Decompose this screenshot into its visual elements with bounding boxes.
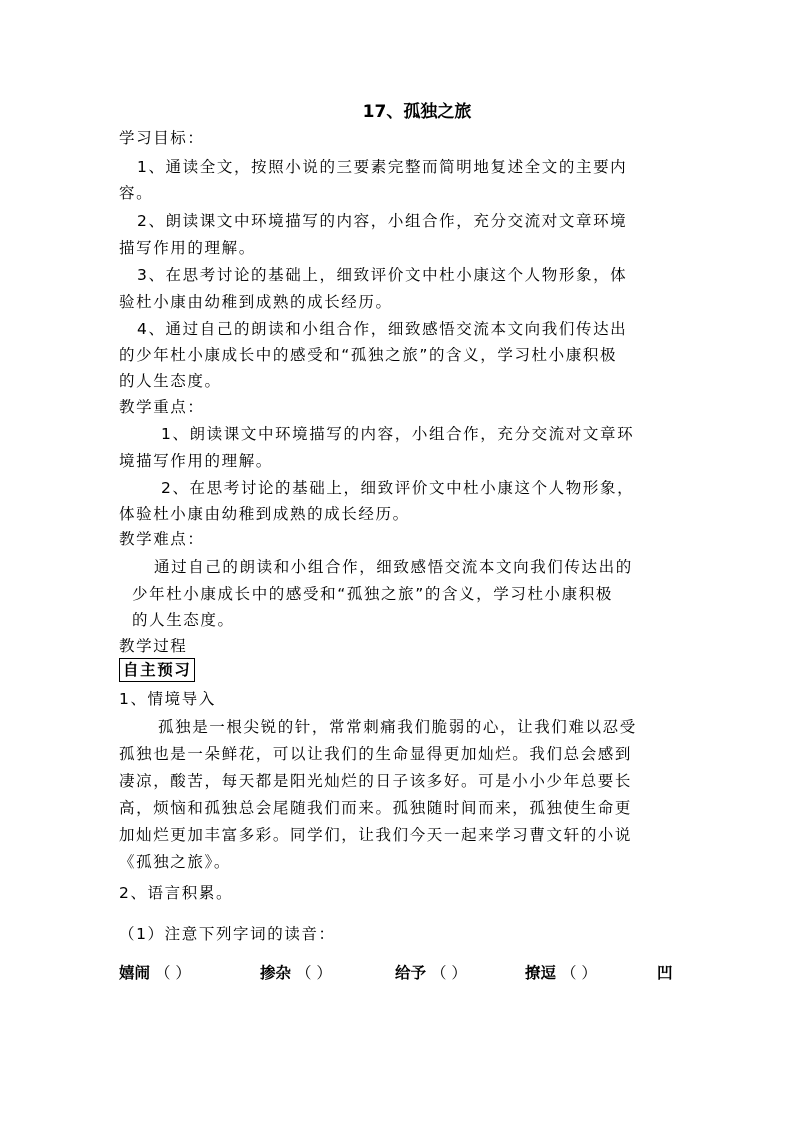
- intro-paragraph-line: 加灿烂更加丰富多彩。同学们，让我们今天一起来学习曹文轩的小说: [119, 826, 633, 844]
- process-heading: 教学过程: [119, 637, 188, 655]
- vocab-word: 撩逗: [525, 964, 557, 982]
- key-points-heading: 教学重点：: [119, 398, 205, 416]
- self-study-label: 自主预习: [119, 658, 195, 682]
- pronunciation-note: （1）注意下列字词的读音：: [119, 925, 336, 943]
- vocab-word: 嬉闹: [119, 964, 151, 982]
- key-point-line: 体验杜小康由幼稚到成熟的成长经历。: [119, 505, 410, 523]
- learning-goal-line: 的少年杜小康成长中的感受和“孤独之旅”的含义，学习杜小康积极: [119, 346, 618, 364]
- language-heading: 2、语言积累。: [119, 884, 234, 902]
- difficulty-line: 通过自己的朗读和小组合作，细致感悟交流本文向我们传达出的: [154, 558, 633, 576]
- vocab-blank: （ ）: [296, 964, 332, 982]
- learning-goal-line: 描写作用的理解。: [119, 239, 256, 257]
- intro-paragraph-line: 孤独是一根尖锐的针，常常刺痛我们脆弱的心，让我们难以忍受: [158, 718, 637, 736]
- learning-goal-line: 验杜小康由幼稚到成熟的成长经历。: [119, 293, 393, 311]
- key-point-line: 2、在思考讨论的基础上，细致评价文中杜小康这个人物形象，: [161, 479, 635, 497]
- vocab-blank: （ ）: [561, 964, 597, 982]
- intro-paragraph-line: 《孤独之旅》。: [119, 853, 231, 871]
- learning-goal-line: 3、在思考讨论的基础上，细致评价文中杜小康这个人物形象，体: [137, 266, 628, 284]
- vocab-word: 掺杂: [260, 964, 292, 982]
- learning-goal-line: 2、朗读课文中环境描写的内容，小组合作，充分交流对文章环境: [137, 212, 628, 230]
- vocab-blank: （ ）: [155, 964, 191, 982]
- vocab-trailing-char: 凹: [657, 964, 673, 982]
- intro-paragraph-line: 高，烦恼和孤独总会尾随我们而来。孤独随时间而来，孤独使生命更: [119, 799, 633, 817]
- vocab-blank: （ ）: [431, 964, 467, 982]
- intro-paragraph-line: 凄凉，酸苦，每天都是阳光灿烂的日子该多好。可是小小少年总要长: [119, 772, 633, 790]
- key-point-line: 境描写作用的理解。: [119, 452, 273, 470]
- vocab-row: [119, 962, 679, 986]
- intro-heading: 1、情境导入: [119, 690, 216, 708]
- vocab-word: 给予: [395, 964, 427, 982]
- intro-paragraph-line: 孤独也是一朵鲜花，可以让我们的生命显得更加灿烂。我们总会感到: [119, 745, 633, 763]
- learning-goals-heading: 学习目标：: [119, 129, 205, 147]
- difficulty-line: 少年杜小康成长中的感受和“孤独之旅”的含义，学习杜小康积极: [132, 585, 613, 603]
- learning-goal-line: 的人生态度。: [119, 372, 222, 390]
- key-point-line: 1、朗读课文中环境描写的内容，小组合作，充分交流对文章环: [161, 425, 635, 443]
- learning-goal-line: 容。: [119, 184, 154, 202]
- learning-goal-line: 4、通过自己的朗读和小组合作，细致感悟交流本文向我们传达出: [137, 320, 628, 338]
- difficulty-line: 的人生态度。: [132, 611, 235, 629]
- learning-goal-line: 1、通读全文，按照小说的三要素完整而简明地复述全文的主要内: [137, 158, 628, 176]
- difficulties-heading: 教学难点：: [119, 530, 205, 548]
- page-title: 17、孤独之旅: [362, 102, 472, 122]
